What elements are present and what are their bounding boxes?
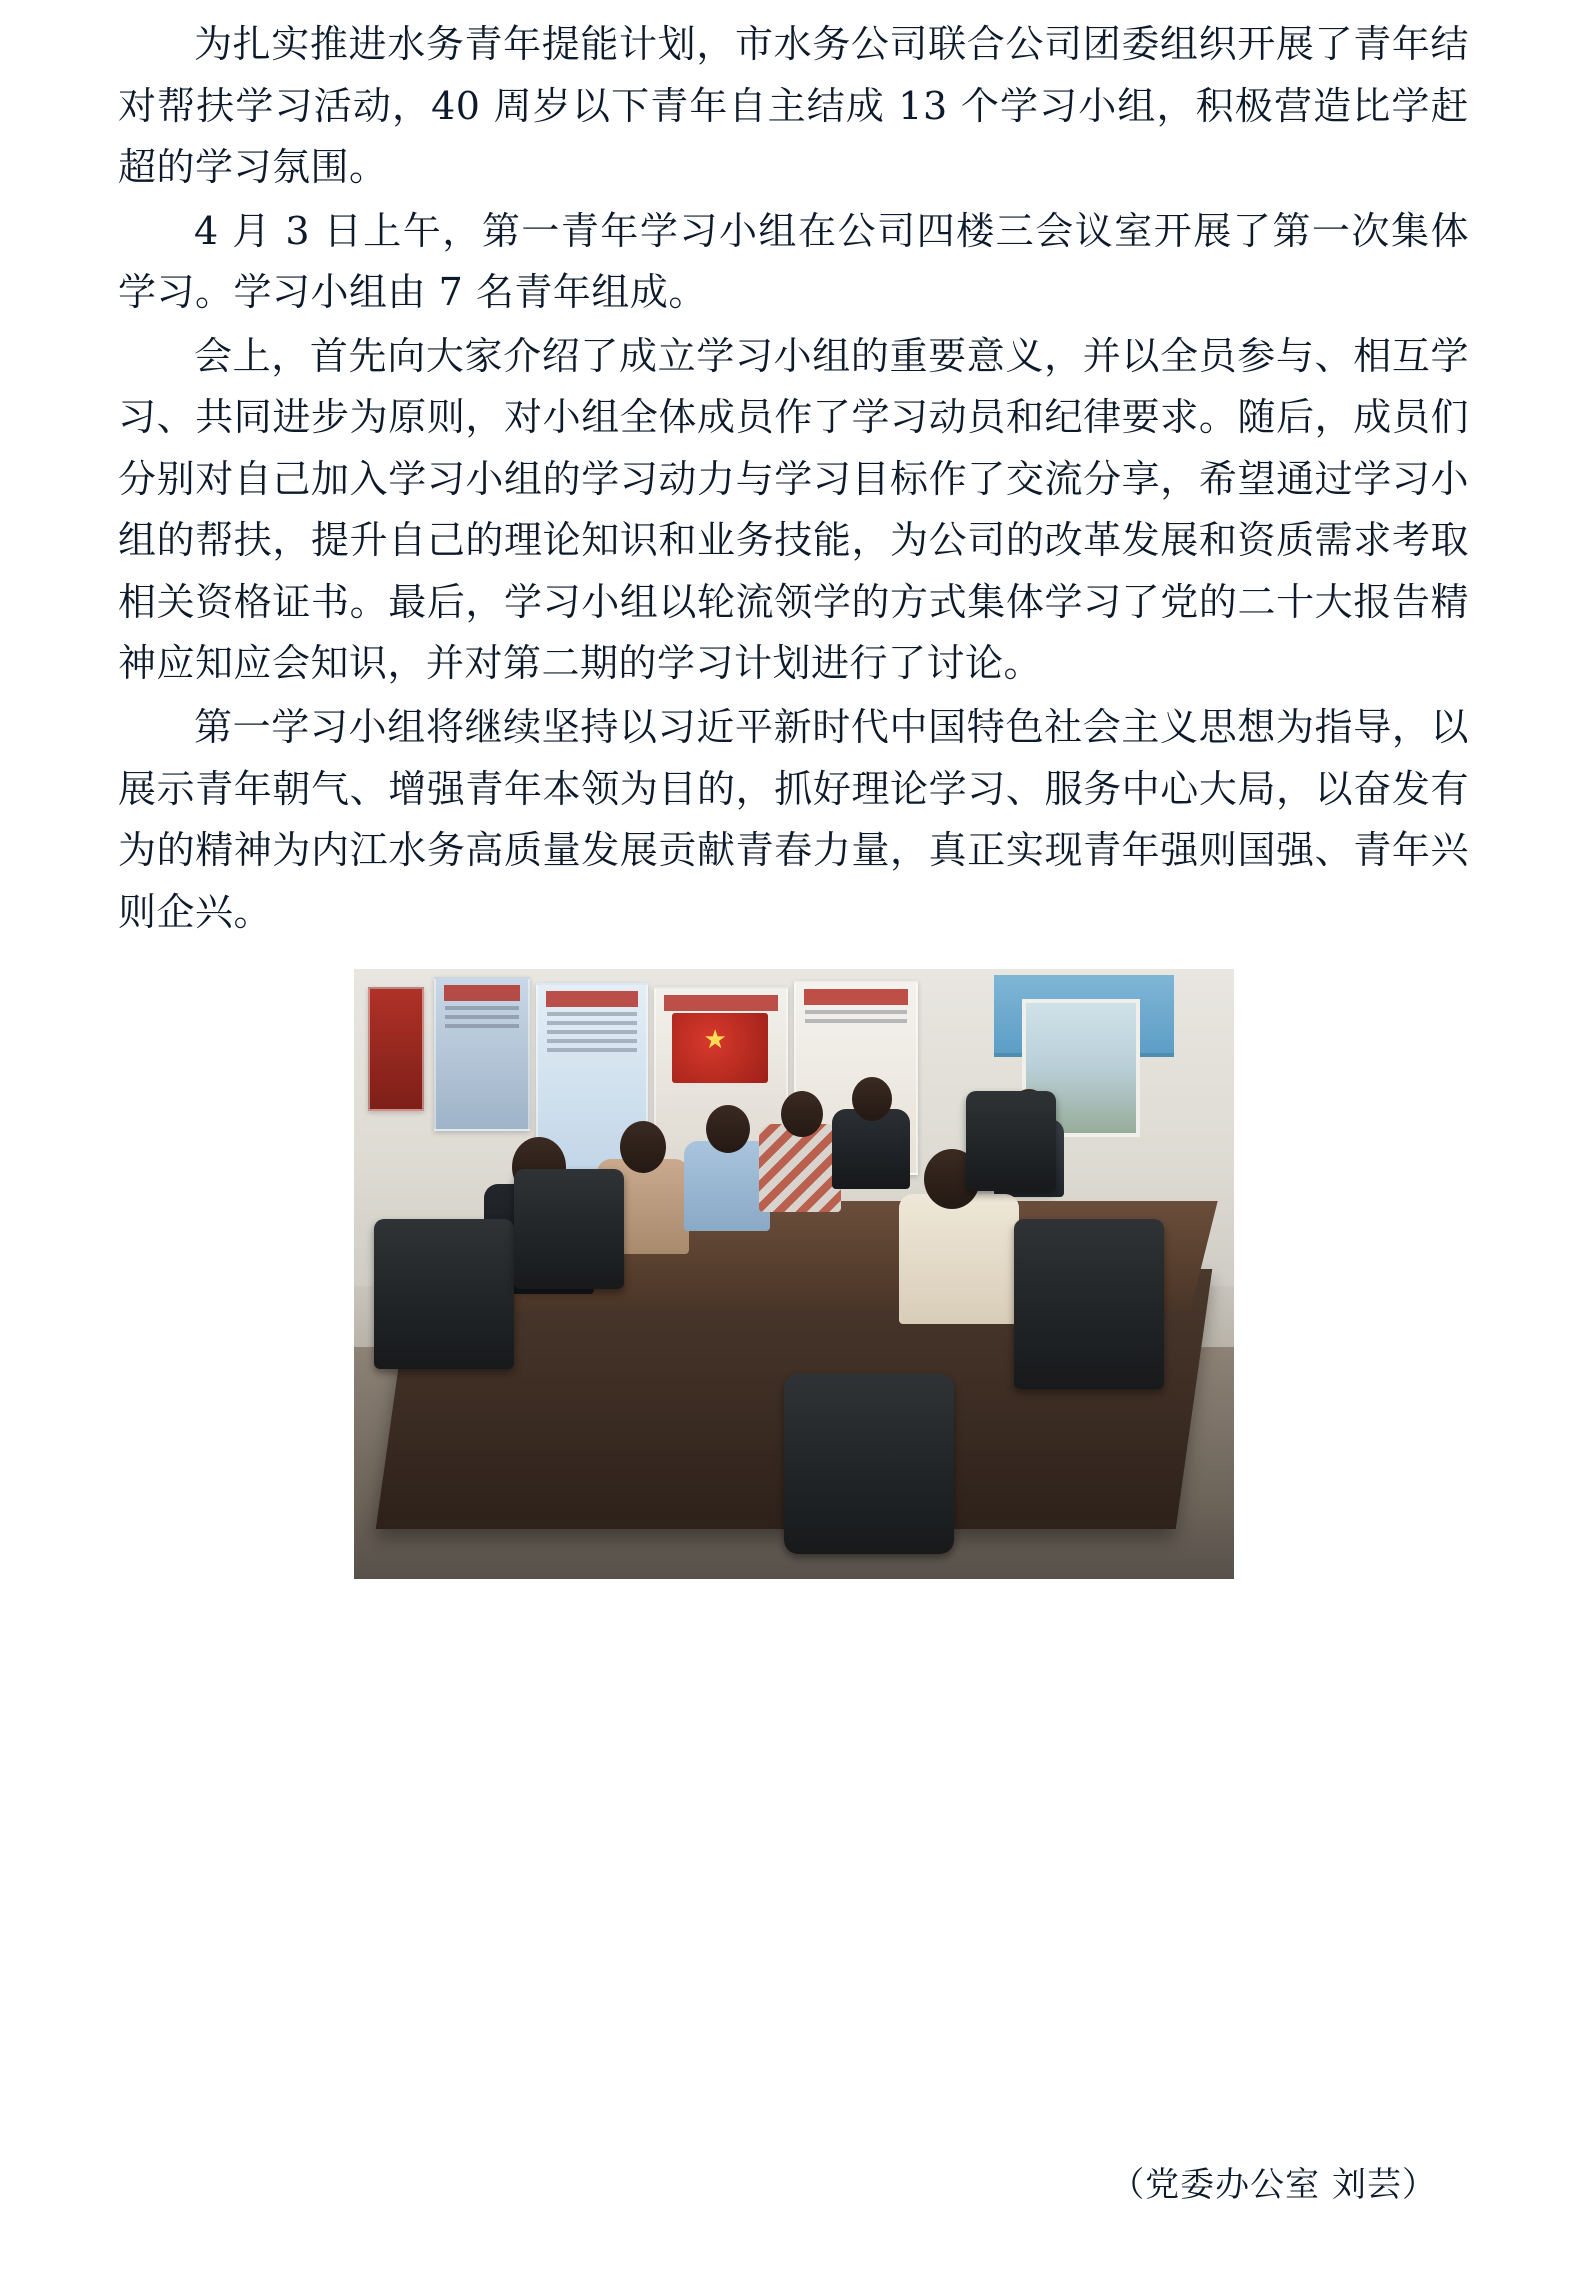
participant-5-head	[852, 1077, 892, 1121]
participant-4-head	[781, 1091, 823, 1137]
chair-left-2	[514, 1169, 624, 1289]
star-icon: ★	[703, 1025, 727, 1056]
meeting-photo	[354, 969, 1234, 1579]
wall-poster-2	[434, 977, 530, 1131]
chair-left-1	[374, 1219, 514, 1369]
wall-poster-1	[368, 987, 424, 1111]
participant-3-body	[684, 1141, 770, 1231]
article-body	[118, 14, 1469, 943]
participant-5-body	[832, 1109, 910, 1189]
chair-right-1	[966, 1091, 1056, 1191]
paragraph-2: 4 月 3 日上午，第一青年学习小组在公司四楼三会议室开展了第一次集体学习。学习小组由 7 名青年组成。	[118, 208, 1469, 315]
chair-right-2	[1014, 1219, 1164, 1389]
participant-3-head	[706, 1105, 750, 1153]
participant-7-body	[899, 1194, 1019, 1324]
chair-front	[784, 1374, 954, 1554]
participant-2-head	[620, 1121, 666, 1173]
participant-4-body	[759, 1124, 841, 1212]
signature-line: （党委办公室 刘芸）	[1110, 2165, 1437, 2205]
paragraph-4: 第一学习小组将继续坚持以习近平新时代中国特色社会主义思想为指导，以展示青年朝气、增强青年本领为目的，抓好理论学习、服务中心大局，以奋发有为的精神为内江水务高质量发展贡献青春力量，真正实现青年强则国强、青年兴则企兴。	[118, 705, 1469, 934]
paragraph-1: 为扎实推进水务青年提能计划，市水务公司联合公司团委组织开展了青年结对帮扶学习活动，40 周岁以下青年自主结成 13 个学习小组，积极营造比学赶超的学习氛围。	[118, 22, 1469, 190]
paragraph-3: 会上，首先向大家介绍了成立学习小组的重要意义，并以全员参与、相互学习、共同进步为原则，对小组全体成员作了学习动员和纪律要求。随后，成员们分别对自己加入学习小组的学习动力与学习目标作了交流分享，希望通过学习小组的帮扶，提升自己的理论知识和业务技能，为公司的改革发展和资质需求考取相关资格证书。最后，学习小组以轮流领学的方式集体学习了党的二十大报告精神应知应会知识，并对第二期的学习计划进行了讨论。	[118, 333, 1469, 686]
